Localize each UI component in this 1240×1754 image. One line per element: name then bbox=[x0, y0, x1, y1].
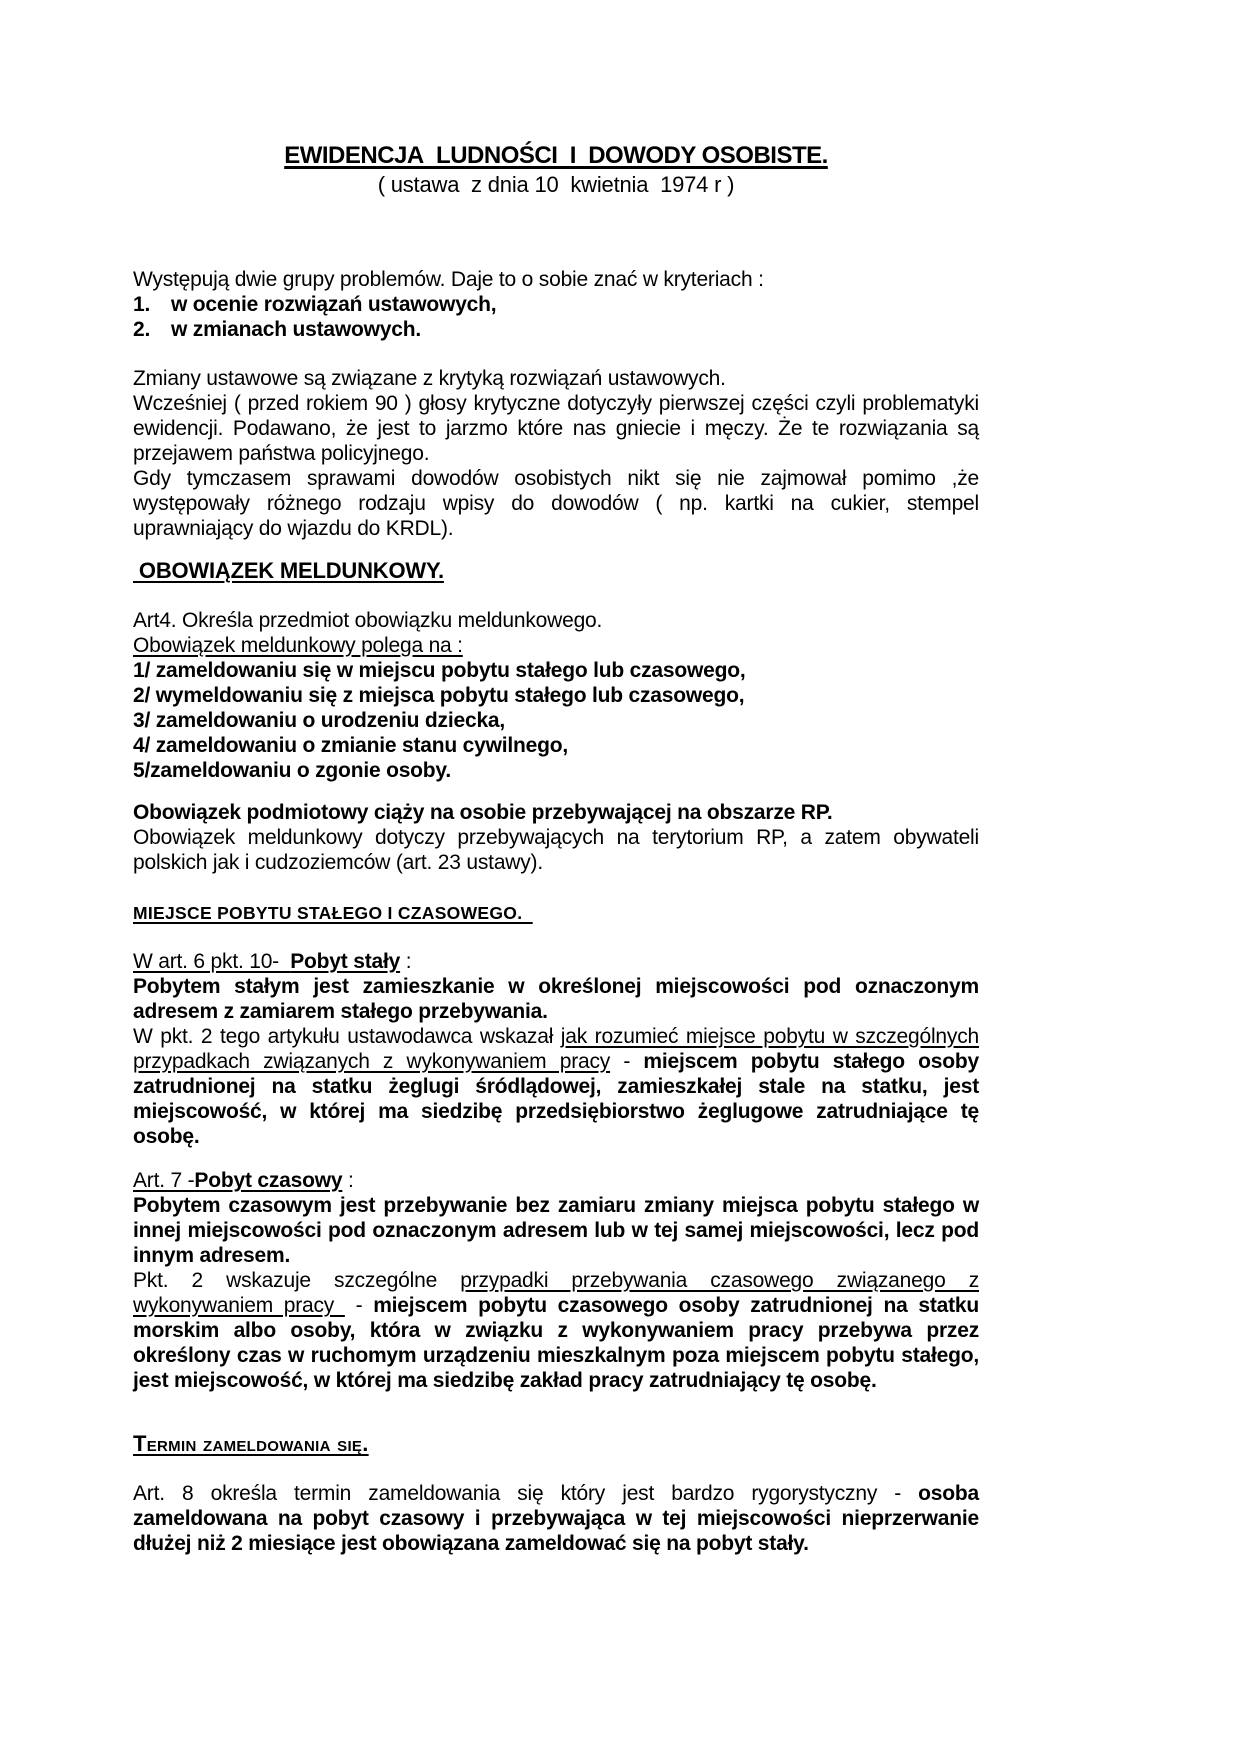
dotyczy-paragraph: Obowiązek meldunkowy dotyczy przebywających na terytorium RP, a zatem obywateli polskich jak i cudzoziemców (art. 23 ustawy). bbox=[133, 826, 979, 874]
critique-paragraph-2: Wcześniej ( przed rokiem 90 ) głosy krytyczne dotyczyły pierwszej części czyli problematyki ewidencji. Podawano, że jest to jarzmo które nas gniecie i męczy. Że te rozwiązania są przejawem państwa policyjnego. bbox=[133, 392, 979, 465]
slash-list-item-4: 4/ zameldowaniu o zmianie stanu cywilnego, bbox=[133, 734, 569, 757]
pkt2b-bold: miejscem pobytu czasowego osoby zatrudnionej na statku morskim albo osoby, która w związku z wykonywaniem pracy przebywa przez określony czas w ruchomym urządzeniu mieszkalnym poza miejscem pobytu stałego, jest miejscowość, w której ma siedzibę zakład pracy zatrudniający tę osobę. bbox=[133, 1294, 979, 1392]
art4-line: Art4. Określa przedmiot obowiązku meldunkowego. bbox=[133, 609, 603, 632]
document-content bbox=[133, 0, 979, 1556]
pkt2-underlined: jak rozumieć miejsce pobytu w szczególnych przypadkach związanych z wykonywaniem pracy bbox=[133, 1025, 979, 1073]
document-title-text: EWIDENCJA LUDNOŚCI I DOWODY OSOBISTE. bbox=[284, 142, 828, 169]
numbered-list-item-2 bbox=[133, 317, 979, 342]
pkt2-dash: - bbox=[610, 1050, 644, 1073]
document-title bbox=[133, 141, 979, 171]
list-item-2-label: w zmianach ustawowych. bbox=[171, 318, 421, 341]
list-item-1-label: w ocenie rozwiązań ustawowych, bbox=[171, 293, 497, 316]
polega-line-text: Obowiązek meldunkowy polega na : bbox=[133, 634, 463, 657]
pkt2-staly-paragraph bbox=[133, 1024, 979, 1149]
critique-paragraph-1: Zmiany ustawowe są związane z krytyką rozwiązań ustawowych. bbox=[133, 367, 726, 390]
pkt2b-underlined: przypadki przebywania czasowego związanego z wykonywaniem pracy bbox=[133, 1269, 979, 1317]
section-heading-termin bbox=[133, 1431, 979, 1457]
art6-colon: : bbox=[400, 950, 412, 973]
section-heading-miejsce bbox=[133, 901, 979, 925]
pkt2-intro: W pkt. 2 tego artykułu ustawodawca wskazał bbox=[133, 1025, 561, 1048]
slash-list-item-2: 2/ wymeldowaniu się z miejsca pobytu stałego lub czasowego, bbox=[133, 684, 745, 707]
polega-line bbox=[133, 633, 979, 658]
art8-intro: Art. 8 określa termin zameldowania się który jest bardzo rygorystyczny - bbox=[133, 1482, 919, 1505]
art6-heading bbox=[133, 949, 979, 974]
critique-paragraph-3: Gdy tymczasem sprawami dowodów osobistych nikt się nie zajmował pomimo ,że występowały różnego rodzaju wpisy do dowodów ( np. kartki na cukier, stempel uprawniający do wjazdu do KRDL). bbox=[133, 467, 979, 540]
pkt2-czasowy-paragraph bbox=[133, 1268, 979, 1393]
art8-paragraph bbox=[133, 1481, 979, 1556]
slash-list-item-1: 1/ zameldowaniu się w miejscu pobytu stałego lub czasowego, bbox=[133, 659, 746, 682]
pobyt-czasowy-definition: Pobytem czasowym jest przebywanie bez zamiaru zmiany miejsca pobytu stałego w innej miejscowości pod oznaczonym adresem lub w tej samej miejscowości, lecz pod innym adresem. bbox=[133, 1194, 979, 1267]
art6-term: Pobyt stały bbox=[290, 950, 401, 973]
podmiotowy-line: Obowiązek podmiotowy ciąży na osobie przebywającej na obszarze RP. bbox=[133, 801, 833, 824]
list-item-2-number: 2. bbox=[133, 318, 151, 341]
art8-bold: osoba zameldowana na pobyt czasowy i przebywająca w tej miejscowości nieprzerwanie dłużej niż 2 miesiące jest obowiązana zameldować się na pobyt stały. bbox=[133, 1482, 979, 1555]
art7-heading bbox=[133, 1168, 979, 1193]
art6-prefix: W art. 6 pkt. 10- bbox=[133, 950, 291, 973]
section-heading-miejsce-text: MIEJSCE POBYTU STAŁEGO I CZASOWEGO. bbox=[133, 903, 533, 923]
pkt2b-dash: - bbox=[344, 1294, 374, 1317]
section-heading-obowiazek bbox=[133, 558, 979, 584]
art7-prefix: Art. 7 - bbox=[133, 1169, 195, 1192]
pobyt-staly-definition: Pobytem stałym jest zamieszkanie w określonej miejscowości pod oznaczonym adresem z zamiarem stałego przebywania. bbox=[133, 975, 979, 1023]
slash-list-item-5: 5/zameldowaniu o zgonie osoby. bbox=[133, 759, 451, 782]
document-subtitle: ( ustawa z dnia 10 kwietnia 1974 r ) bbox=[377, 172, 735, 197]
intro-lead: Występują dwie grupy problemów. Daje to o sobie znać w kryteriach : bbox=[133, 268, 764, 291]
section-heading-obowiazek-text: OBOWIĄZEK MELDUNKOWY. bbox=[133, 558, 444, 583]
pkt2b-intro: Pkt. 2 wskazuje szczególne bbox=[133, 1269, 461, 1292]
numbered-list-item-1 bbox=[133, 292, 979, 317]
pkt2-bold: miejscem pobytu stałego osoby zatrudnionej na statku żeglugi śródlądowej, zamieszkałej stale na statku, jest miejscowość, w której ma siedzibę przedsiębiorstwo żeglugowe zatrudniające tę osobę. bbox=[133, 1050, 980, 1148]
list-item-1-number: 1. bbox=[133, 293, 151, 316]
slash-list-item-3: 3/ zameldowaniu o urodzeniu dziecka, bbox=[133, 709, 506, 732]
art7-term: Pobyt czasowy bbox=[194, 1169, 343, 1192]
section-heading-termin-text: Termin zameldowania się. bbox=[133, 1431, 369, 1456]
art7-colon: : bbox=[342, 1169, 354, 1192]
